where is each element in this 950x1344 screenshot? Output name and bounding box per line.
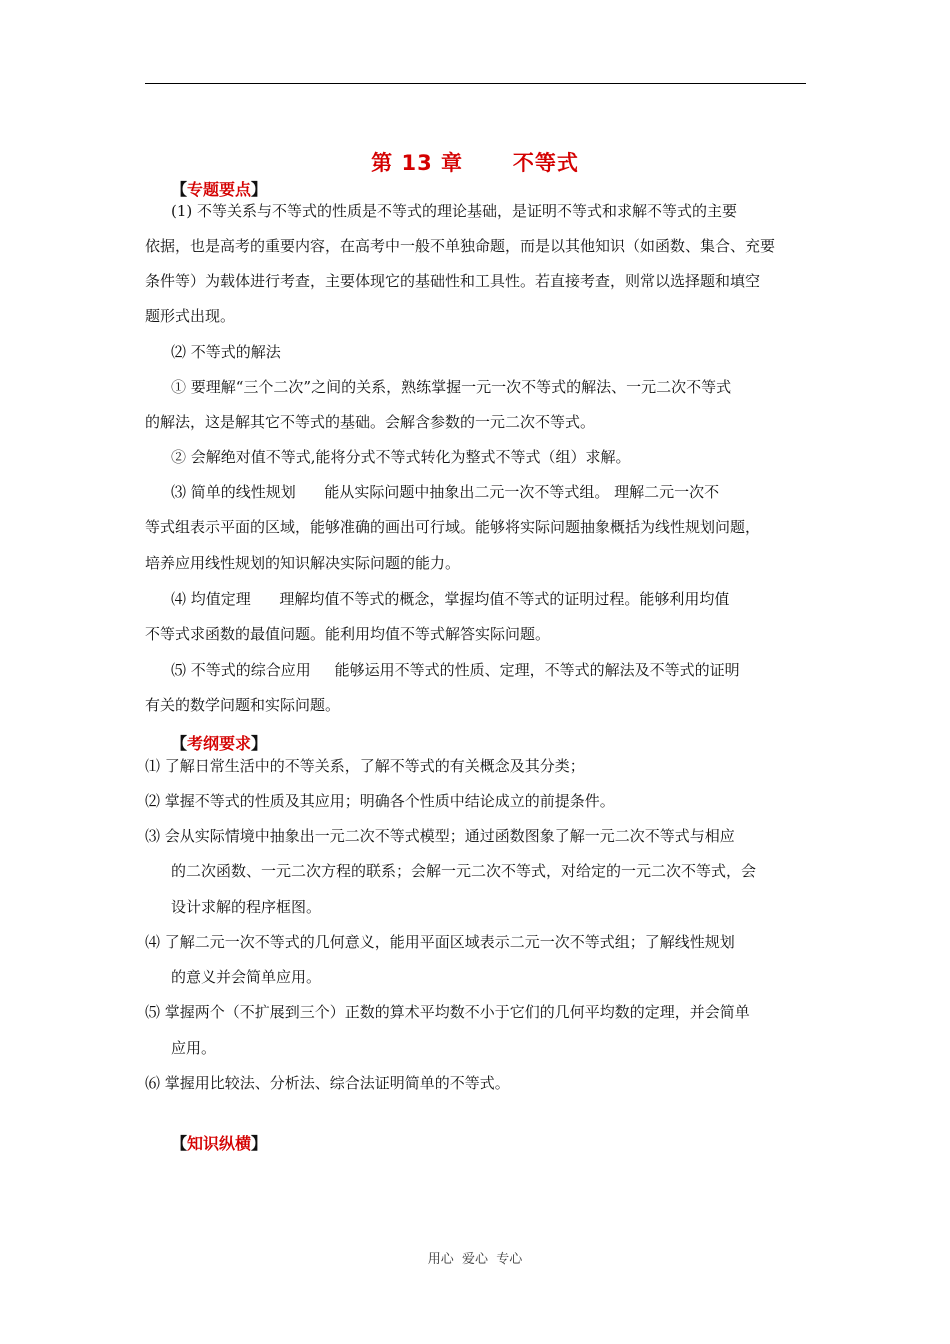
header-rule [145, 83, 806, 84]
requirements-line: 的二次函数、一元二次方程的联系；会解一元二次不等式，对给定的一元二次不等式，会 [171, 862, 757, 880]
requirements-line: ⑴ 了解日常生活中的不等关系，了解不等式的有关概念及其分类； [145, 757, 585, 775]
key-points-line: 不等式求函数的最值问题。能利用均值不等式解答实际问题。 [145, 625, 551, 643]
requirements-line: 应用。 [171, 1039, 217, 1057]
page-footer: 用心 爱心 专心 [427, 1252, 523, 1267]
requirements-heading-text: 考纲要求 [187, 734, 252, 753]
requirements-line: ⑶ 会从实际情境中抽象出一元二次不等式模型；通过函数图象了解一元二次不等式与相应 [145, 827, 735, 845]
key-points-line: 条件等）为载体进行考查，主要体现它的基础性和工具性。若直接考查，则常以选择题和填空 [145, 272, 761, 290]
key-points-line: ⑷ 均值定理 理解均值不等式的概念，掌握均值不等式的证明过程。能够利用均值 [171, 590, 730, 608]
requirements-line: ⑵ 掌握不等式的性质及其应用；明确各个性质中结论成立的前提条件。 [145, 792, 615, 810]
key-points-line: 的解法，这是解其它不等式的基础。会解含参数的一元二次不等式。 [145, 413, 596, 431]
key-points-line: ② 会解绝对值不等式,能将分式不等式转化为整式不等式（组）求解。 [171, 448, 631, 466]
knowledge-heading-text: 知识纵横 [187, 1134, 252, 1153]
key-points-line: ⑸ 不等式的综合应用 能够运用不等式的性质、定理，不等式的解法及不等式的证明 [171, 661, 740, 679]
requirements-line: ⑹ 掌握用比较法、分析法、综合法证明简单的不等式。 [145, 1074, 510, 1092]
key-points-line: 依据，也是高考的重要内容，在高考中一般不单独命题，而是以其他知识（如函数、集合、充要 [145, 237, 776, 255]
knowledge-heading: 【知识纵横】 [171, 1134, 268, 1153]
key-points-heading: 【专题要点】 [171, 180, 268, 199]
key-points-line: ⑵ 不等式的解法 [171, 343, 281, 361]
key-points-line: 题形式出现。 [145, 307, 236, 325]
requirements-line: 设计求解的程序框图。 [171, 898, 322, 916]
key-points-line: ① 要理解“三个二次”之间的关系，熟练掌握一元一次不等式的解法、一元二次不等式 [171, 378, 732, 396]
key-points-line: 培养应用线性规划的知识解决实际问题的能力。 [145, 554, 461, 572]
requirements-line: 的意义并会简单应用。 [171, 968, 322, 986]
chapter-title: 第 13 章 不等式 [371, 151, 579, 175]
key-points-line: 等式组表示平面的区域，能够准确的画出可行域。能够将实际问题抽象概括为线性规划问题， [145, 518, 761, 536]
key-points-line: (1) 不等关系与不等式的性质是不等式的理论基础，是证明不等式和求解不等式的主要 [171, 202, 738, 220]
requirements-heading: 【考纲要求】 [171, 734, 268, 753]
key-points-heading-text: 专题要点 [187, 180, 252, 199]
requirements-line: ⑷ 了解二元一次不等式的几何意义，能用平面区域表示二元一次不等式组；了解线性规划 [145, 933, 735, 951]
requirements-line: ⑸ 掌握两个（不扩展到三个）正数的算术平均数不小于它们的几何平均数的定理，并会简单 [145, 1003, 750, 1021]
key-points-line: ⑶ 简单的线性规划 能从实际问题中抽象出二元一次不等式组。 理解二元一次不 [171, 483, 720, 501]
key-points-line: 有关的数学问题和实际问题。 [145, 696, 341, 714]
